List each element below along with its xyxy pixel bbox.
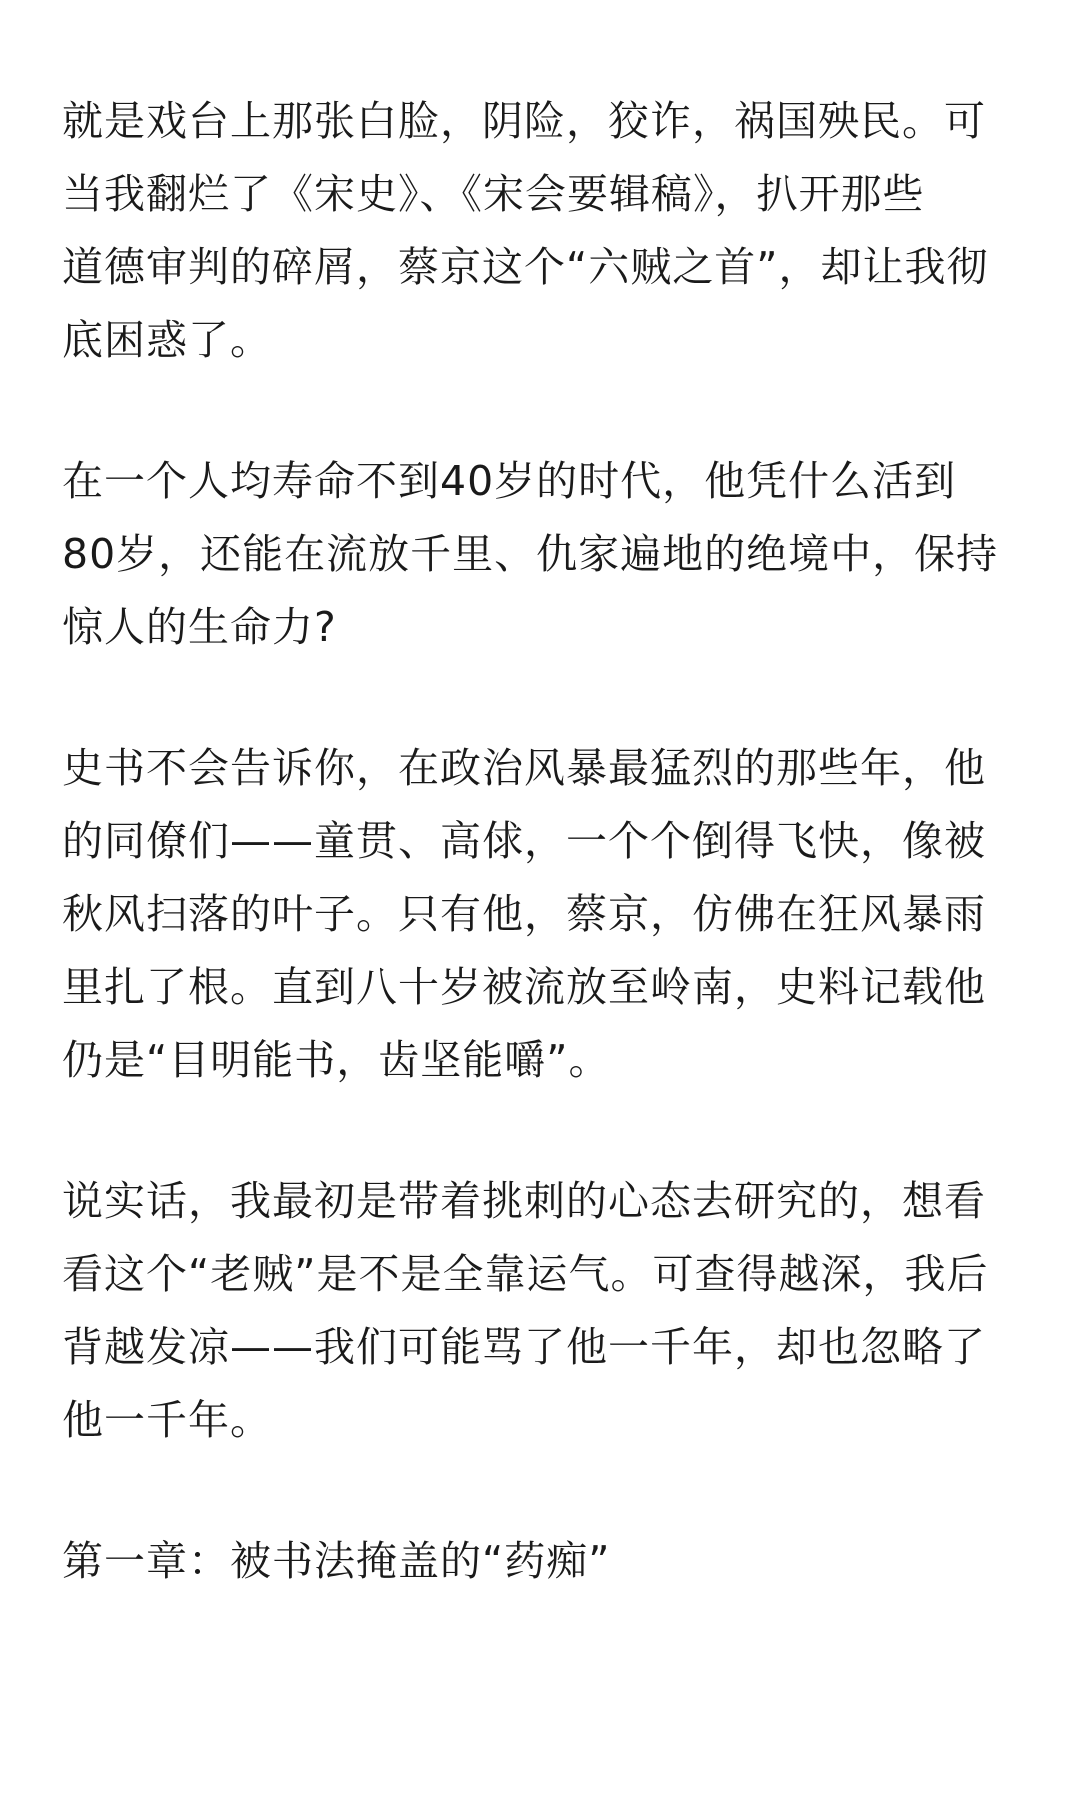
paragraph-line: 底困惑了。 xyxy=(62,316,272,364)
paragraph-line: 就是戏台上那张白脸，阴险，狡诈，祸国殃民。可 xyxy=(62,97,986,145)
paragraph-line: 在一个人均寿命不到40岁的时代，他凭什么活到 xyxy=(62,457,957,505)
paragraph-line: 他一千年。 xyxy=(62,1396,272,1444)
paragraph-line: 80岁，还能在流放千里、仇家遍地的绝境中，保持 xyxy=(62,530,999,578)
article-body xyxy=(62,85,1022,1598)
paragraph-line: 史书不会告诉你，在政治风暴最猛烈的那些年，他 xyxy=(62,744,986,792)
paragraph-1 xyxy=(62,85,1022,377)
chapter-heading: 第一章：被书法掩盖的“药痴” xyxy=(62,1537,611,1585)
paragraph-4 xyxy=(62,1165,1022,1457)
paragraph-2 xyxy=(62,445,1022,664)
paragraph-line: 说实话，我最初是带着挑刺的心态去研究的，想看 xyxy=(62,1177,986,1225)
paragraph-3 xyxy=(62,732,1022,1097)
paragraph-line: 惊人的生命力? xyxy=(62,603,337,651)
paragraph-line: 里扎了根。直到八十岁被流放至岭南，史料记载他 xyxy=(62,963,986,1011)
paragraph-line: 背越发凉——我们可能骂了他一千年，却也忽略了 xyxy=(62,1323,986,1371)
paragraph-line: 秋风扫落的叶子。只有他，蔡京，仿佛在狂风暴雨 xyxy=(62,890,986,938)
paragraph-line: 当我翻烂了《宋史》、《宋会要辑稿》，扒开那些 xyxy=(62,170,925,218)
paragraph-line: 仍是“目明能书，齿坚能嚼”。 xyxy=(62,1036,611,1084)
paragraph-line: 的同僚们——童贯、高俅，一个个倒得飞快，像被 xyxy=(62,817,986,865)
paragraph-line: 道德审判的碎屑，蔡京这个“六贼之首”，却让我彻 xyxy=(62,243,989,291)
paragraph-line: 看这个“老贼”是不是全靠运气。可查得越深，我后 xyxy=(62,1250,989,1298)
